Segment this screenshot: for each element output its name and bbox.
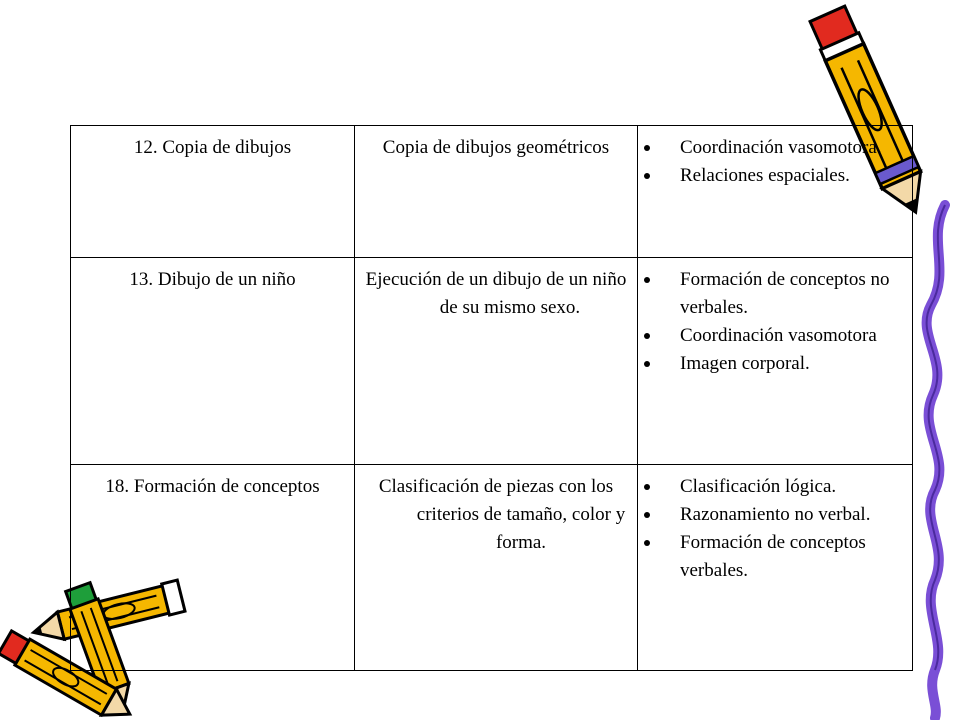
bullet-icon [644, 484, 650, 490]
skills-cell [638, 126, 913, 258]
skills-list [642, 134, 908, 190]
subtest-name: 13. Dibujo de un niño [129, 269, 296, 290]
bullet-icon [644, 540, 650, 546]
skills-list [642, 473, 908, 585]
table-row [71, 126, 913, 258]
bullet-icon [644, 145, 650, 151]
subtest-name: 12. Copia de dibujos [133, 137, 292, 158]
list-item: Formación de conceptos no verbales. [642, 266, 908, 322]
skills-cell [638, 258, 913, 465]
list-item: Formación de conceptos verbales. [642, 529, 908, 585]
description-text: Ejecución de un dibujo de un niño de su mismo sexo. [365, 269, 627, 318]
list-item: Clasificación lógica. [642, 473, 908, 501]
skills-cell [638, 465, 913, 671]
list-item: Coordinación vasomotora [642, 322, 908, 350]
description-text: Clasificación de piezas con los criterios de tamaño, color y forma. [378, 476, 626, 553]
subtest-cell [71, 465, 355, 671]
description-cell [355, 126, 638, 258]
bullet-icon [644, 512, 650, 518]
bullet-icon [644, 173, 650, 179]
list-item: Imagen corporal. [642, 350, 908, 378]
ribbon-icon [905, 200, 960, 720]
table-row [71, 465, 913, 671]
list-item: Razonamiento no verbal. [642, 501, 908, 529]
list-item: Relaciones espaciales. [642, 162, 908, 190]
bullet-icon [644, 333, 650, 339]
description-text: Copia de dibujos geométricos [382, 137, 610, 158]
table-row [71, 258, 913, 465]
description-cell [355, 258, 638, 465]
subtest-cell [71, 126, 355, 258]
bullet-icon [644, 277, 650, 283]
subtest-name: 18. Formación de conceptos [105, 476, 320, 497]
subtest-cell [71, 258, 355, 465]
bullet-icon [644, 361, 650, 367]
list-item: Coordinación vasomotora. [642, 134, 908, 162]
skills-list [642, 266, 908, 378]
subtests-table [70, 125, 913, 671]
description-cell [355, 465, 638, 671]
